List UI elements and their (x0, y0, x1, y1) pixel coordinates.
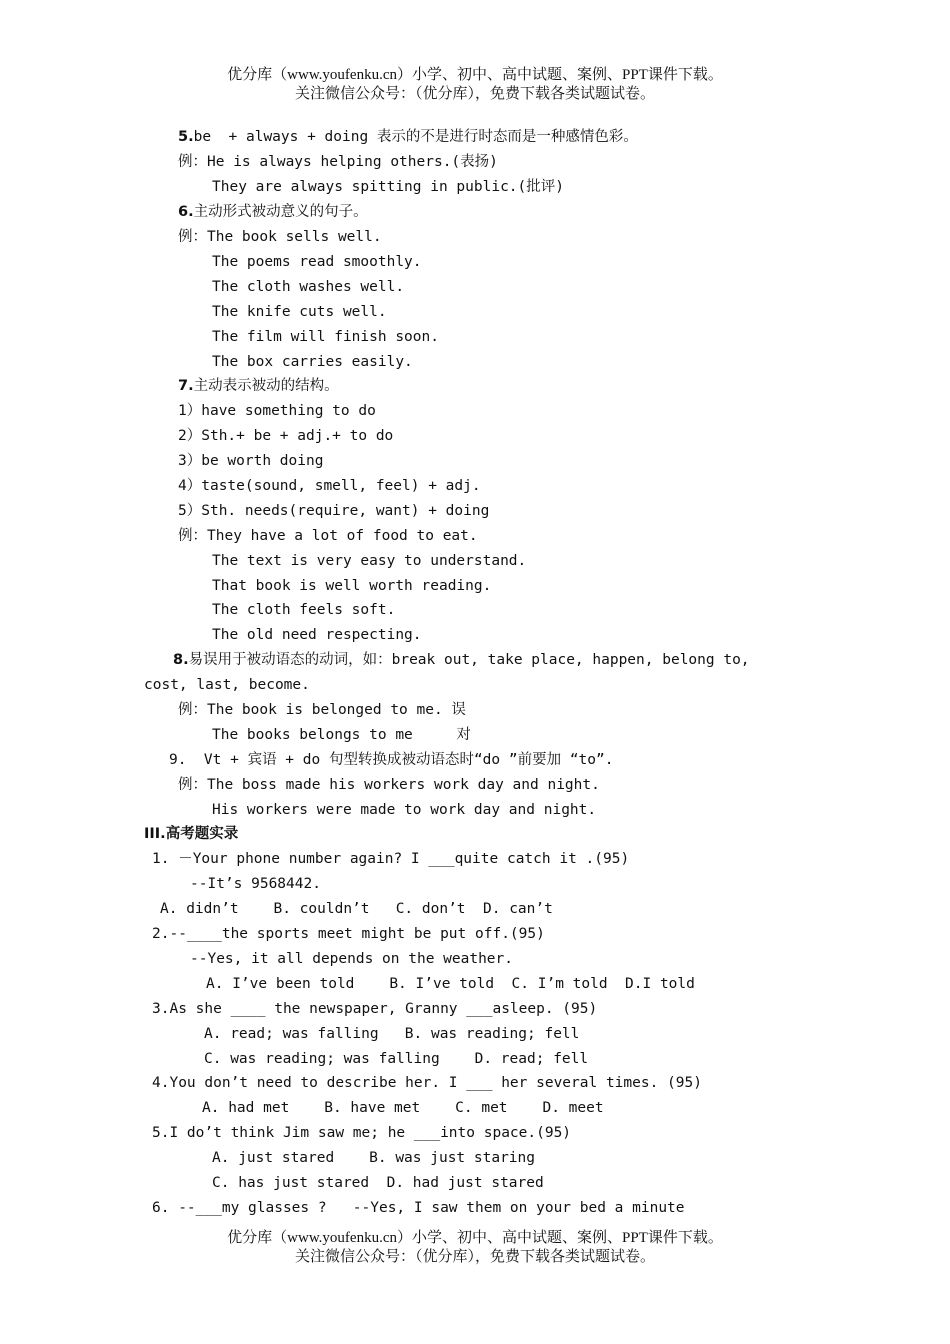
question-2: 2.--____the sports meet might be put off.(95) (152, 926, 545, 942)
s7-example-5: The old need respecting. (212, 627, 422, 643)
s9-example-1: 例：The boss made his workers work day and night. (178, 777, 600, 793)
section-6-number: 6. (178, 204, 194, 220)
s7-example-2: The text is very easy to understand. (212, 553, 527, 569)
question-5: 5.I do’t think Jim saw me; he ___into space.(95) (152, 1125, 572, 1141)
section-7-number: 7. (178, 378, 194, 394)
s7-item-5: 5）Sth. needs(require, want) + doing (178, 503, 490, 519)
page-header (0, 66, 950, 104)
question-5-options-1: A. just stared B. was just staring (212, 1150, 536, 1166)
s6-example-6: The box carries easily. (212, 354, 413, 370)
footer-line-2: 关注微信公众号：（优分库），免费下载各类试题试卷。 (294, 1249, 655, 1265)
question-2-options: A. I’ve been told B. I’ve told C. I’m told D.I told (206, 976, 695, 992)
s6-example-1: 例：The book sells well. (178, 229, 382, 245)
question-3-options-2: C. was reading; was falling D. read; fell (204, 1051, 589, 1067)
section-5-title: 5.be + always + doing 表示的不是进行时态而是一种感情色彩。 (178, 129, 638, 145)
page-footer (0, 1229, 950, 1267)
section-7-title: 7.主动表示被动的结构。 (178, 378, 339, 394)
question-1-options: A. didn’t B. couldn’t C. don’t D. can’t (160, 901, 553, 917)
header-line-1: 优分库（www.youfenku.cn）小学、初中、高中试题、案例、PPT课件下载。 (227, 67, 723, 83)
s7-item-4: 4）taste(sound, smell, feel) + adj. (178, 478, 481, 494)
question-3-options-1: A. read; was falling B. was reading; fell (204, 1026, 580, 1042)
s7-item-3: 3）be worth doing (178, 453, 324, 469)
s7-example-1: 例：They have a lot of food to eat. (178, 528, 478, 544)
section-6-title: 6.主动形式被动意义的句子。 (178, 204, 368, 220)
s6-example-5: The film will finish soon. (212, 329, 439, 345)
question-3: 3.As she ____ the newspaper, Granny ___asleep. (95) (152, 1001, 598, 1017)
s6-example-4: The knife cuts well. (212, 304, 387, 320)
footer-line-1: 优分库（www.youfenku.cn）小学、初中、高中试题、案例、PPT课件下载。 (227, 1230, 723, 1246)
s6-example-2: The poems read smoothly. (212, 254, 422, 270)
section-8-title: 8.易误用于被动语态的动词，如：break out, take place, happen, belong to, (173, 652, 750, 668)
s8-example-2: The books belongs to me 对 (212, 727, 471, 743)
s7-item-1: 1）have something to do (178, 403, 376, 419)
s5-example-2: They are always spitting in public.(批评) (212, 179, 565, 195)
s8-example-1: 例：The book is belonged to me. 误 (178, 702, 466, 718)
s7-example-3: That book is well worth reading. (212, 578, 492, 594)
section-3-title: III.高考题实录 (144, 826, 239, 842)
question-1: 1. －Your phone number again? I ___quite catch it .(95) (152, 851, 630, 867)
section-5-number: 5. (178, 129, 194, 145)
s6-example-3: The cloth washes well. (212, 279, 405, 295)
question-5-options-2: C. has just stared D. had just stared (212, 1175, 544, 1191)
question-4: 4.You don’t need to describe her. I ___ her several times. (95) (152, 1075, 702, 1091)
s7-example-4: The cloth feels soft. (212, 602, 396, 618)
question-4-options: A. had met B. have met C. met D. meet (202, 1100, 604, 1116)
s9-example-2: His workers were made to work day and night. (212, 802, 597, 818)
question-1-reply: --It’s 9568442. (190, 876, 321, 892)
section-8-number: 8. (173, 652, 189, 668)
section-8-title-cont: cost, last, become. (144, 677, 310, 693)
header-line-2: 关注微信公众号：（优分库），免费下载各类试题试卷。 (294, 86, 655, 102)
section-9-title: 9. Vt + 宾语 + do 句型转换成被动语态时“do ”前要加 “to”. (169, 752, 614, 768)
question-6: 6. --___my glasses ? --Yes, I saw them on your bed a minute (152, 1200, 685, 1216)
s7-item-2: 2）Sth.+ be + adj.+ to do (178, 428, 394, 444)
s5-example-1: 例：He is always helping others.(表扬) (178, 154, 498, 170)
question-2-reply: --Yes, it all depends on the weather. (190, 951, 514, 967)
